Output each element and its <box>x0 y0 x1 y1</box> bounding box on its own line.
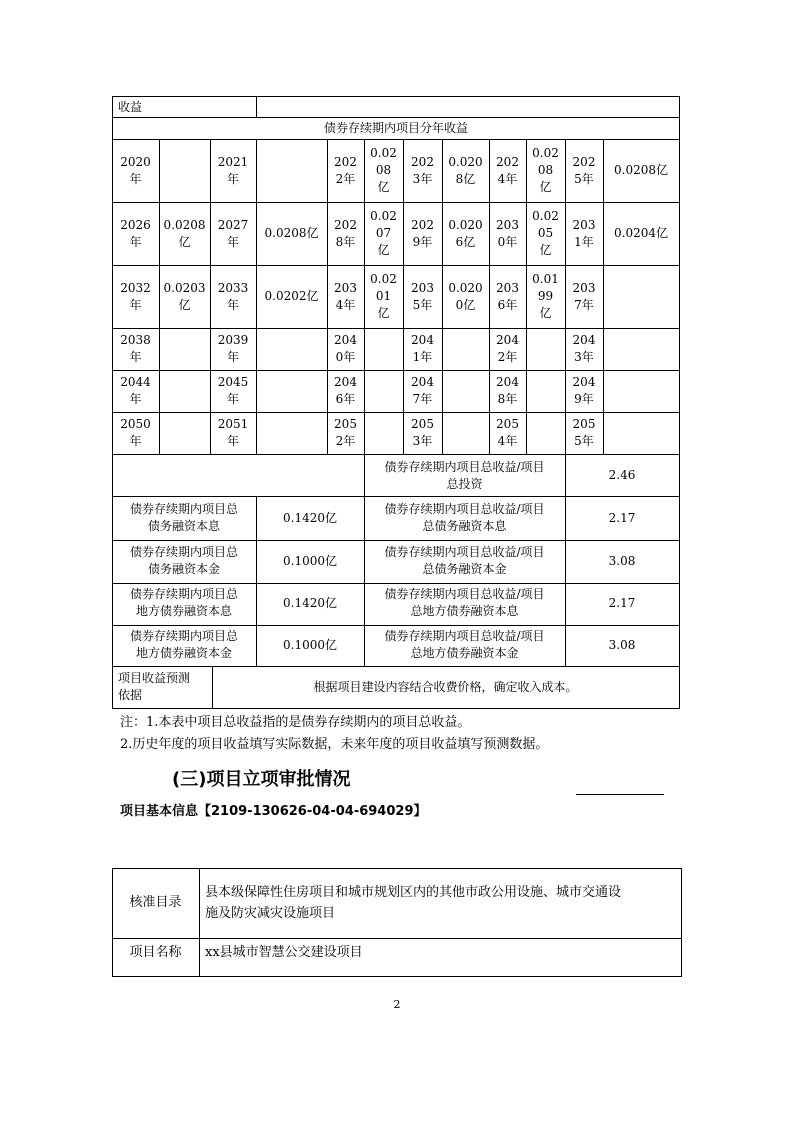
year-label: 202 5年 <box>572 155 596 186</box>
income-basis-label: 项目收益预测 依据 <box>118 671 191 702</box>
year-label: 204 9年 <box>572 375 596 406</box>
year-income-value: 0.02 05 亿 <box>532 209 559 257</box>
ratio-debt-principal-label: 债券存续期内项目总收益/项目 总债务融资本金 <box>384 545 545 576</box>
ratio-local-bond-interest-label: 债券存续期内项目总收益/项目 总地方债券融资本息 <box>384 587 545 618</box>
year-label: 2039 年 <box>217 333 249 364</box>
year-label: 202 2年 <box>334 155 357 186</box>
ratio-total-value: 2.46 <box>608 468 636 482</box>
year-income-value: 0.020 8亿 <box>448 155 483 186</box>
year-label: 202 8年 <box>334 218 357 249</box>
year-label: 202 3年 <box>411 155 434 186</box>
year-label: 202 9年 <box>411 218 434 249</box>
year-income-value: 0.0208 亿 <box>163 218 206 249</box>
year-label: 2051 年 <box>217 417 249 448</box>
year-label: 204 7年 <box>411 375 434 406</box>
year-income-value: 0.020 0亿 <box>448 281 483 312</box>
year-income-value: 0.020 6亿 <box>448 218 483 249</box>
total-local-bond-interest-label: 债券存续期内项目总 地方债券融资本息 <box>129 587 238 618</box>
income-row-label: 收益 <box>118 100 143 114</box>
year-label: 2038 年 <box>120 333 151 364</box>
year-label: 2045 年 <box>217 375 249 406</box>
approval-catalog-value: 县本级保障性住房项目和城市规划区内的其他市政公用设施、城市交通设 施及防灾减灾设施项目 <box>205 885 622 921</box>
annual-income-header: 债券存续期内项目分年收益 <box>323 121 468 135</box>
year-label: 2027 年 <box>217 218 249 249</box>
year-label: 203 7年 <box>572 281 596 312</box>
year-label: 205 2年 <box>334 417 357 448</box>
year-label: 203 6年 <box>496 281 519 312</box>
year-label: 2050 年 <box>120 417 151 448</box>
year-label: 202 4年 <box>496 155 519 186</box>
year-label: 203 1年 <box>572 218 596 249</box>
title-underline <box>576 794 664 795</box>
year-label: 204 2年 <box>496 333 519 364</box>
year-label: 203 0年 <box>496 218 519 249</box>
year-label: 204 8年 <box>496 375 519 406</box>
year-label: 204 3年 <box>572 333 596 364</box>
year-label: 2021 年 <box>217 155 249 186</box>
note-1: 注：1.本表中项目总收益指的是债券存续期内的项目总收益。 <box>120 715 471 730</box>
year-label: 2032 年 <box>120 281 151 312</box>
basic-info-heading: 项目基本信息【2109-130626-04-04-694029】 <box>120 804 427 819</box>
ratio-local-bond-principal-value: 3.08 <box>608 638 636 652</box>
year-income-value: 0.0203 亿 <box>163 281 206 312</box>
ratio-total-label: 债券存续期内项目总收益/项目 总投资 <box>384 460 545 491</box>
ratio-debt-interest-value: 2.17 <box>608 511 636 525</box>
note-2: 2.历史年度的项目收益填写实际数据，未来年度的项目收益填写预测数据。 <box>120 737 549 752</box>
section-title: (三)项目立项审批情况 <box>172 769 351 790</box>
total-debt-interest-label: 债券存续期内项目总 债务融资本息 <box>129 502 238 533</box>
year-label: 205 4年 <box>496 417 519 448</box>
year-income-value: 0.02 08 亿 <box>532 146 559 194</box>
ratio-debt-principal-value: 3.08 <box>608 554 636 568</box>
year-label: 2033 年 <box>217 281 249 312</box>
total-local-bond-interest-value: 0.1420亿 <box>283 596 337 610</box>
total-debt-interest-value: 0.1420亿 <box>283 511 337 525</box>
total-local-bond-principal-value: 0.1000亿 <box>283 638 337 652</box>
year-income-value: 0.0208亿 <box>264 226 319 240</box>
year-label: 203 5年 <box>411 281 434 312</box>
total-debt-principal-label: 债券存续期内项目总 债务融资本金 <box>129 545 238 576</box>
year-income-value: 0.02 08 亿 <box>370 146 397 194</box>
total-local-bond-principal-label: 债券存续期内项目总 地方债券融资本金 <box>129 629 238 660</box>
year-label: 2044 年 <box>120 375 151 406</box>
year-label: 204 6年 <box>334 375 357 406</box>
total-debt-principal-value: 0.1000亿 <box>283 554 337 568</box>
ratio-local-bond-interest-value: 2.17 <box>608 596 636 610</box>
year-income-value: 0.02 07 亿 <box>370 209 397 257</box>
year-label: 205 5年 <box>572 417 596 448</box>
approval-catalog-label: 核准目录 <box>129 895 182 910</box>
year-income-value: 0.0202亿 <box>264 289 319 303</box>
year-label: 2026 年 <box>120 218 151 249</box>
income-basis-text: 根据项目建设内容结合收费价格，确定收入成本。 <box>313 680 578 694</box>
year-label: 203 4年 <box>334 281 357 312</box>
project-name-label: 项目名称 <box>129 945 182 960</box>
year-label: 204 1年 <box>411 333 434 364</box>
year-income-value: 0.01 99 亿 <box>532 272 559 320</box>
project-name-value: xx县城市智慧公交建设项目 <box>205 945 363 960</box>
year-label: 204 0年 <box>334 333 357 364</box>
ratio-local-bond-principal-label: 债券存续期内项目总收益/项目 总地方债券融资本金 <box>384 629 545 660</box>
year-income-value: 0.02 01 亿 <box>370 272 397 320</box>
page-number: 2 <box>393 998 401 1011</box>
year-income-value: 0.0208亿 <box>614 163 668 177</box>
year-label: 2020 年 <box>120 155 151 186</box>
year-label: 205 3年 <box>411 417 434 448</box>
ratio-debt-interest-label: 债券存续期内项目总收益/项目 总债务融资本息 <box>384 502 545 533</box>
year-income-value: 0.0204亿 <box>614 226 668 240</box>
